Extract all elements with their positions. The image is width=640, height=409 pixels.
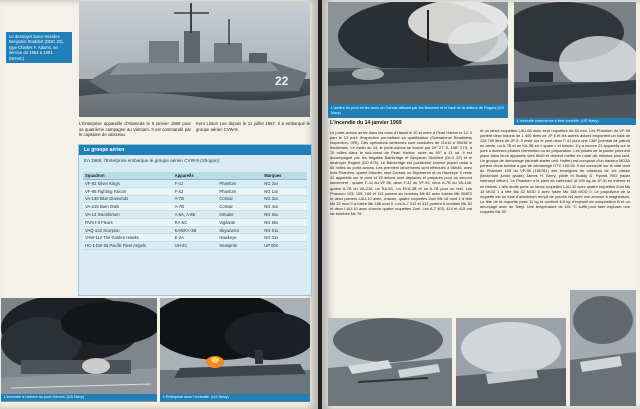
cell: VAQ-132 Scorpion xyxy=(83,226,173,234)
cell: VAW-112 The Golden Hawks xyxy=(83,234,173,242)
cell: RVAH-6 Fleurs xyxy=(83,218,173,226)
enterprise-fire-caption: L'Enterprise avec l'incendie. (US Navy) xyxy=(160,394,310,401)
cell: Phantom xyxy=(217,180,262,188)
deck-aircraft-photo-2 xyxy=(456,318,566,406)
fire-controlled-caption: L'incendie commence à être contrôlé. (US Navy) xyxy=(514,118,636,125)
destroyer-photo xyxy=(79,1,310,117)
right-body-col1: Le porte-avions arrive dans les eaux d'Hawaï le 10 et entre à Pearl Harbor le 12. Il part le 13 pour l'inspection permettant sa qualification (Operational Readiness Inspection, ORI). Des opérations aériennes sont conduites de 11h10 à 00h38 le lendemain. Le matin du 14, le porte-avions se trouve par 20° 27' S, 158° 27'5, à 70 milles dans le sud-ouest de Pearl Harbor, route au 90° à 11 nd. Il est accompagné par les frégates Bainbridge et Benjamin Stoddert (DLG 22) et le destroyer Rogers (DD 876). Le Bainbridge est positionné comme piquet radar à 60 milles du porte-avions. Les premiers lancements sont effectués à 06h45, avec trois Phantom, quatre Intruder, sept Corsair, un Skywarrior et un Hawkeye. Il reste 41 appareils sur le pont et 15 avions sont déplacés et préparés pour un second lancement : quatre F-4J du VF-96, deux F-4J du VF-92, deux A-7B du VA-146, quatre A-7B du VA-215, un RA-5C, un EKA-3B et un A-7B pour un test. Les Phantom 103, 105, 106 et 113 portent six bombes Mk 82 avec fusées Mk 904E2 et deux paniers LAU-10 avec, chacun, quatre roquettes Zuni Mk 16 mod 1 à tête Mk 32 mod 0 à fusée Mk 188 mod 0. Les A-7 312 et 313 portent 6 bombes Mk 82 et deux LAU-10 avec chacun quatre roquettes Zuni. Les A-7 403, 414 et 415 ont six bombes Mk 76 xyxy=(330,130,472,216)
right-page xyxy=(322,0,640,409)
cell: NG 01x xyxy=(262,234,307,242)
cell: NG 61x xyxy=(262,226,307,234)
table-row xyxy=(83,226,307,234)
air-group-card xyxy=(78,144,312,296)
cell: A-6A, A-6B xyxy=(173,211,218,219)
svg-text:22: 22 xyxy=(275,74,289,88)
cell: F-4J xyxy=(173,187,218,195)
deck-fire-caption: L'arrière du pont en feu avec un Corsair attisant par les flammes et le haut de la mâture de Rogers (US Navy) xyxy=(328,104,508,118)
right-body-col2: et un lance-roquettes LAU-68 avec sept roquettes de 84 mm. Les Phantom du VF-96 portent deux bidons de 1 400 litres de JP 5 et les autres avions emportent un total de 128 700 litres de JP-5. Il reste sur le pont deux F-4J pour une CAP (combat air patrol) en alerte, un A-7B et un KA-3B en « spare » et besoin. Il y a encore 22 appareils sur le pont à diverses phases d'entretien ou de préparation. Les pilotes de la pointe prennent place dans leurs appareils vers 8h00 et doivent mettre en route dix minutes plus tard. Un groupe de démarrage (aircraft starter unit, Huffer) est composé d'un tracteur MD3A porteur d'une turbine à gaz de démarrage GTC 100-04. Il est connecté sur le côté droit du Phantom 105 du VF-96 (155781) des enseignes de vaisseau de 1re classe (lieutenant junior grade) James H. Berry, pilote et Buddy D. Pyeatt, RIO (radar intercept officer). Le Phantom a le plein de carburant (8 400 kg de JP-5) en interne et en bidons. L'aile droite porte un lance-roquettes LAU-10 avec quatre roquettes Zuni Mk 16 MOD 1 à tête Mk 32 MOD 0 avec fusée Mk 188 MOD 0. Le propulseur de la roquette est un tube d'aluminium rempli de poudre N4 avec une amorce à magnésium. La tête de la roquette pèse 11 kg et contient 6,8 kg d'explosif de composition B et un amorçage avec du Tetryl. Une température de 151 °C suffit pour faire exploser une roquette Mk 32. xyxy=(480,128,630,214)
cell: NG 60x xyxy=(262,218,307,226)
fire-controlled-photo xyxy=(514,2,636,118)
col-type xyxy=(217,172,262,180)
cell: KA/EKA-3B xyxy=(173,226,218,234)
table-row xyxy=(83,218,307,226)
col-appareils: Appareils xyxy=(173,172,218,180)
cell: HC-1 Det 65 Pacific Fleet Angels xyxy=(83,242,173,250)
cell: F-4J xyxy=(173,180,218,188)
destroyer-caption: Le destroyer lance-missiles Benjamin Stoddert (DDG 22), type Charles F. Adams, en service de 1964 à 1991. (NHHC) xyxy=(6,32,72,63)
left-body-col2: Kent Liston Lee depuis le 11 juillet 1967. Il a embarqué le groupe aérien CVW-9. xyxy=(196,121,310,132)
fire-section-title: L'incendie du 14 janvier 1969 xyxy=(330,120,402,126)
cell: VA-14 Swordsmen xyxy=(83,211,173,219)
table-row xyxy=(83,234,307,242)
cell: Phantom xyxy=(217,187,262,195)
cell: RA-5C xyxy=(173,218,218,226)
deck-aircraft-photo-3 xyxy=(570,290,636,406)
fire-aft-caption: L'incendie à l'arrière du pont d'envol. (US Navy) xyxy=(1,394,157,401)
cell: A-7B xyxy=(173,203,218,211)
air-group-title: Le groupe aérien xyxy=(79,145,311,155)
table-header-row xyxy=(83,172,307,180)
table-row xyxy=(83,242,307,250)
table-row xyxy=(83,187,307,195)
cell: NG 1xx xyxy=(262,187,307,195)
cell: Corsair xyxy=(217,203,262,211)
cell: UP 00x xyxy=(262,242,307,250)
col-squadron: Squadron xyxy=(83,172,173,180)
cell: NG 3xx xyxy=(262,195,307,203)
cell: VF-96 Fighting Falcon xyxy=(83,187,173,195)
cell: NG 2xx xyxy=(262,180,307,188)
cell: VA-146 Blue Diamonds xyxy=(83,195,173,203)
left-body-col1: L'Enterprise appareille d'Alameda le 6 janvier 1969 pour sa quatrième campagne au Vietnam. Il est commandé par le capitaine de vaisseau xyxy=(79,121,191,137)
cell: NG 5xx xyxy=(262,211,307,219)
air-group-table xyxy=(83,172,307,250)
cell: Hawkeye xyxy=(217,234,262,242)
table-row xyxy=(83,211,307,219)
cell: Skywarrior xyxy=(217,226,262,234)
col-marques: Marques xyxy=(262,172,307,180)
deck-aircraft-photo-1 xyxy=(328,318,452,406)
fire-aft-photo xyxy=(1,298,157,402)
table-row xyxy=(83,203,307,211)
cell: UH-2C xyxy=(173,242,218,250)
cell: VA-215 Barn Owls xyxy=(83,203,173,211)
enterprise-fire-photo xyxy=(160,298,310,402)
cell: Corsair xyxy=(217,195,262,203)
cell: Vigilante xyxy=(217,218,262,226)
table-row xyxy=(83,180,307,188)
deck-fire-photo xyxy=(328,2,508,104)
cell: VF-92 Silver Kings xyxy=(83,180,173,188)
cell: NG 4xx xyxy=(262,203,307,211)
table-row xyxy=(83,195,307,203)
cell: E-2A xyxy=(173,234,218,242)
cell: Intruder xyxy=(217,211,262,219)
cell: Seasprite xyxy=(217,242,262,250)
left-page xyxy=(0,0,318,409)
cell: A-7B xyxy=(173,195,218,203)
air-group-intro: En 1969, l'Enterprise embarque le groupe aérien CVW-9 (Shogun) xyxy=(84,158,220,163)
